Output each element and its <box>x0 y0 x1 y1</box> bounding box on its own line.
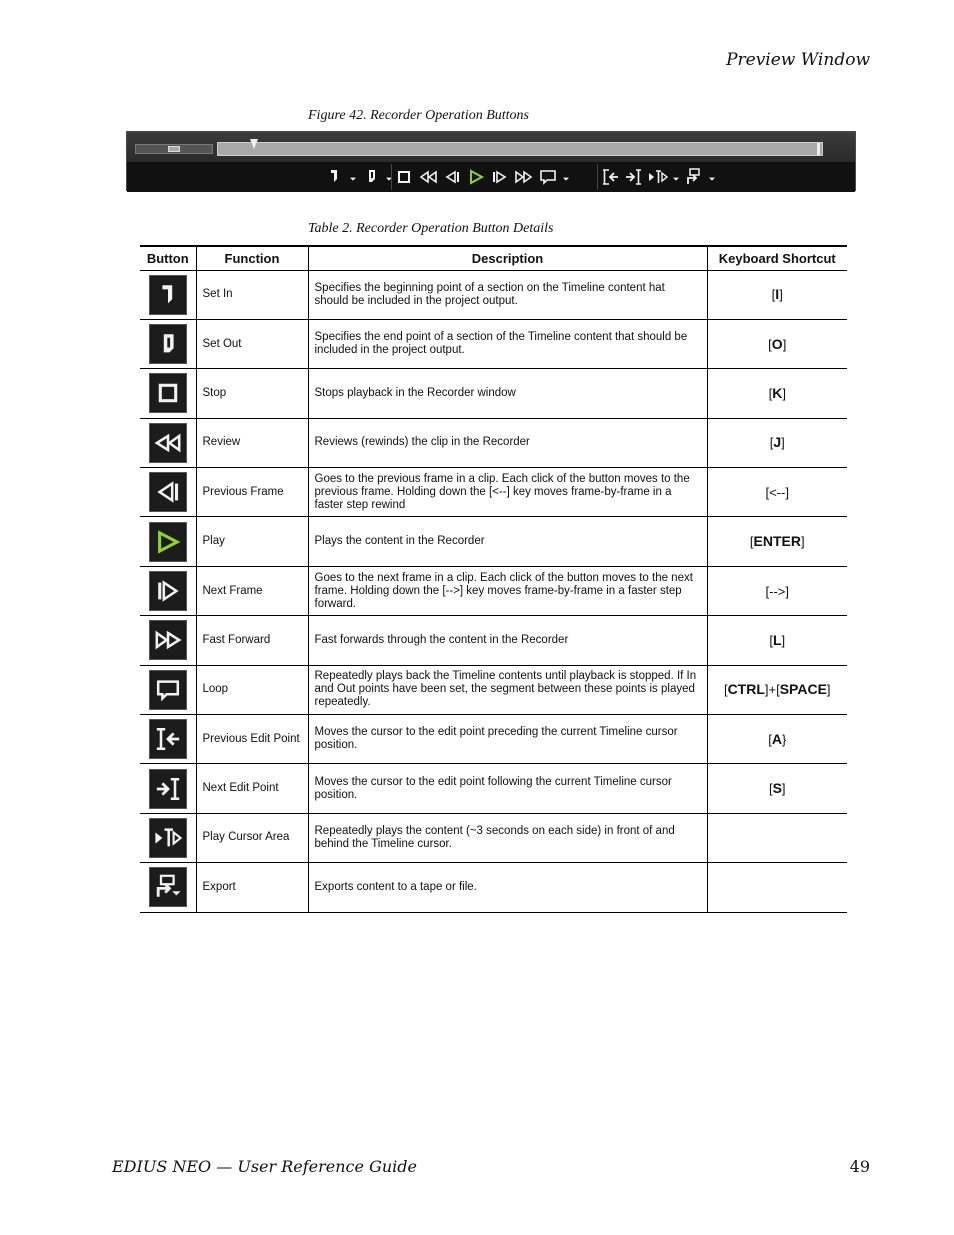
toolbar-next-frame-button[interactable] <box>488 165 512 189</box>
function-cell: Set Out <box>196 319 308 368</box>
function-cell: Previous Edit Point <box>196 715 308 764</box>
function-cell: Fast Forward <box>196 616 308 665</box>
in-out-group <box>323 164 395 190</box>
stop-icon <box>149 373 187 413</box>
table-row <box>140 764 847 813</box>
table-caption: Table 2. Recorder Operation Button Details <box>308 221 554 236</box>
function-cell: Export <box>196 863 308 912</box>
function-cell: Loop <box>196 665 308 714</box>
column-header-function: Function <box>196 246 308 270</box>
toolbar-set-out-button[interactable] <box>359 165 383 189</box>
figure-caption: Figure 42. Recorder Operation Buttons <box>308 108 529 123</box>
table-row <box>140 369 847 418</box>
previous-edit-point-icon <box>149 719 187 759</box>
footer-page-number: 49 <box>849 1157 870 1176</box>
function-cell: Next Edit Point <box>196 764 308 813</box>
shortcut-cell: [K] <box>707 369 847 418</box>
export-icon <box>684 167 704 187</box>
column-header-description: Description <box>308 246 707 270</box>
shortcut-cell: [L] <box>707 616 847 665</box>
previous-frame-icon <box>149 472 187 512</box>
toolbar-play-button[interactable] <box>464 165 488 189</box>
function-cell: Previous Frame <box>196 468 308 517</box>
shortcut-cell: [ENTER] <box>707 517 847 566</box>
shortcut-cell: [O] <box>707 319 847 368</box>
next-frame-icon <box>490 167 510 187</box>
edit-point-group <box>597 164 718 190</box>
table-row <box>140 517 847 566</box>
toolbar-previous-frame-button[interactable] <box>440 165 464 189</box>
toolbar-play-cursor-area-button[interactable] <box>646 165 670 189</box>
set-out-icon <box>149 324 187 364</box>
function-cell: Play Cursor Area <box>196 813 308 862</box>
chevron-down-icon <box>347 167 359 187</box>
export-icon <box>149 867 187 907</box>
recorder-position-area <box>127 132 855 162</box>
next-edit-point-icon <box>624 167 644 187</box>
playback-group <box>391 164 572 190</box>
loop-icon <box>538 167 558 187</box>
description-cell: Specifies the beginning point of a section on the Timeline content hat should be included in the project output. <box>308 270 707 319</box>
shortcut-cell <box>707 813 847 862</box>
table-row <box>140 319 847 368</box>
function-cell: Stop <box>196 369 308 418</box>
description-cell: Specifies the end point of a section of the Timeline content that should be included in the project output. <box>308 319 707 368</box>
chevron-down-icon <box>670 167 682 187</box>
shuttle-slider-thumb[interactable] <box>168 146 180 152</box>
description-cell: Stops playback in the Recorder window <box>308 369 707 418</box>
column-header-button: Button <box>140 246 196 270</box>
stop-icon <box>394 167 414 187</box>
chevron-down-icon <box>706 167 718 187</box>
timeline-end-marker <box>817 143 820 155</box>
timeline-cursor-marker[interactable] <box>250 139 258 149</box>
next-edit-point-icon <box>149 769 187 809</box>
loop-dropdown[interactable] <box>560 165 572 189</box>
description-cell: Plays the content in the Recorder <box>308 517 707 566</box>
play-cursor-area-icon <box>648 167 668 187</box>
play-icon <box>466 167 486 187</box>
table-row <box>140 616 847 665</box>
table-row <box>140 566 847 615</box>
play-cursor-area-icon <box>149 818 187 858</box>
export-dropdown[interactable] <box>706 165 718 189</box>
set-in-icon <box>325 167 345 187</box>
description-cell: Repeatedly plays the content (~3 seconds on each side) in front of and behind the Timeline cursor. <box>308 813 707 862</box>
function-cell: Review <box>196 418 308 467</box>
recorder-button-details-table <box>140 245 847 913</box>
shortcut-cell: [A} <box>707 715 847 764</box>
previous-frame-icon <box>442 167 462 187</box>
set-in-icon <box>149 275 187 315</box>
fast-forward-icon <box>514 167 534 187</box>
table-row <box>140 863 847 912</box>
set-in-dropdown[interactable] <box>347 165 359 189</box>
next-frame-icon <box>149 571 187 611</box>
toolbar-set-in-button[interactable] <box>323 165 347 189</box>
description-cell: Goes to the previous frame in a clip. Each click of the button moves to the previous frame. Holding down the [<--] key moves frame-by-frame in a faster step rewind <box>308 468 707 517</box>
table-row <box>140 665 847 714</box>
shortcut-cell: [I] <box>707 270 847 319</box>
toolbar-loop-button[interactable] <box>536 165 560 189</box>
shuttle-slider[interactable] <box>135 144 213 154</box>
shortcut-cell: [CTRL]+[SPACE] <box>707 665 847 714</box>
shortcut-cell: [<--] <box>707 468 847 517</box>
function-cell: Play <box>196 517 308 566</box>
description-cell: Goes to the next frame in a clip. Each click of the button moves to the next frame. Holding down the [-->] key moves frame-by-frame in a faster step forward. <box>308 566 707 615</box>
table-row <box>140 418 847 467</box>
toolbar-export-button[interactable] <box>682 165 706 189</box>
set-out-icon <box>361 167 381 187</box>
loop-icon <box>149 670 187 710</box>
toolbar-previous-edit-point-button[interactable] <box>598 165 622 189</box>
play-icon <box>149 522 187 562</box>
description-cell: Fast forwards through the content in the Recorder <box>308 616 707 665</box>
table-header-row <box>140 246 847 270</box>
description-cell: Moves the cursor to the edit point following the current Timeline cursor position. <box>308 764 707 813</box>
running-header: Preview Window <box>726 50 870 70</box>
previous-edit-point-icon <box>600 167 620 187</box>
toolbar-fast-forward-button[interactable] <box>512 165 536 189</box>
toolbar-next-edit-point-button[interactable] <box>622 165 646 189</box>
description-cell: Reviews (rewinds) the clip in the Recorder <box>308 418 707 467</box>
recorder-toolbar-figure <box>126 131 856 191</box>
fast-forward-icon <box>149 620 187 660</box>
shortcut-cell: [S] <box>707 764 847 813</box>
shortcut-cell: [J] <box>707 418 847 467</box>
table-row <box>140 813 847 862</box>
description-cell: Moves the cursor to the edit point preceding the current Timeline cursor position. <box>308 715 707 764</box>
description-cell: Exports content to a tape or file. <box>308 863 707 912</box>
timeline-position-bar[interactable] <box>217 142 823 156</box>
toolbar-stop-button[interactable] <box>392 165 416 189</box>
table-row <box>140 270 847 319</box>
description-cell: Repeatedly plays back the Timeline contents until playback is stopped. If In and Out points have been set, the segment between these points is played repeatedly. <box>308 665 707 714</box>
function-cell: Next Frame <box>196 566 308 615</box>
shortcut-cell: [-->] <box>707 566 847 615</box>
toolbar-review-button[interactable] <box>416 165 440 189</box>
function-cell: Set In <box>196 270 308 319</box>
play-cursor-area-dropdown[interactable] <box>670 165 682 189</box>
column-header-keyboard-shortcut: Keyboard Shortcut <box>707 246 847 270</box>
rewind-icon <box>418 167 438 187</box>
chevron-down-icon <box>560 167 572 187</box>
footer-book-title: EDIUS NEO — User Reference Guide <box>112 1157 417 1176</box>
shortcut-cell <box>707 863 847 912</box>
recorder-button-row <box>127 162 855 192</box>
table-row <box>140 468 847 517</box>
rewind-icon <box>149 423 187 463</box>
table-row <box>140 715 847 764</box>
